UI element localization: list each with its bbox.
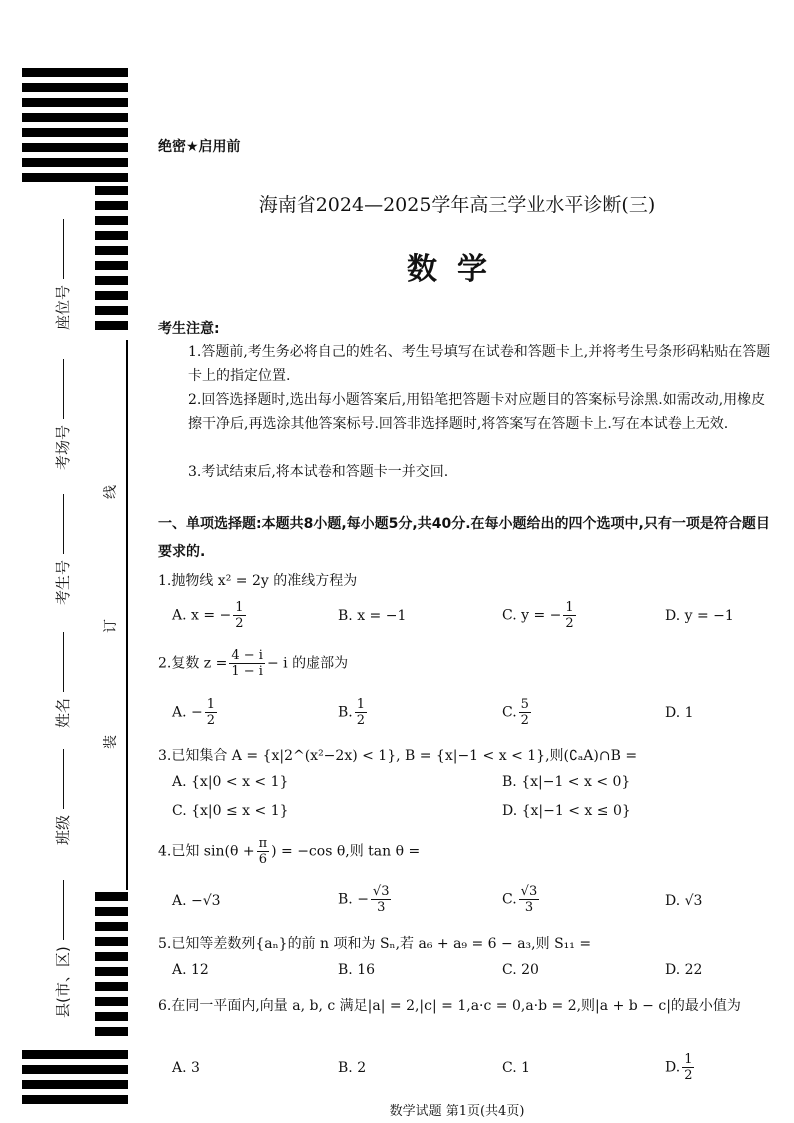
mark-zhuang: 装 bbox=[103, 735, 119, 749]
question-1: 1.抛物线 x² = 2y 的准线方程为 bbox=[158, 573, 358, 589]
q5-option-c: C. 20 bbox=[502, 962, 539, 978]
q1-option-d: D. y = −1 bbox=[665, 608, 734, 624]
question-4: 4.已知 sin(θ + $\frac{\pi}{6}$ ) = −cos θ,则 tan θ = bbox=[158, 836, 421, 867]
section-heading: 一、单项选择题:本题共8小题,每小题5分,共40分.在每小题给出的四个选项中,只有一项是符合题目要求的. bbox=[158, 516, 770, 560]
barcode-top bbox=[22, 68, 128, 188]
q5-option-b: B. 16 bbox=[338, 962, 376, 978]
notice-heading: 考生注意: bbox=[158, 321, 220, 337]
question-5: 5.已知等差数列{aₙ}的前 n 项和为 Sₙ,若 a₆ + a₉ = 6 − a₃,则 S₁₁ = bbox=[158, 936, 592, 952]
q4-option-b: B. − $\frac{√3}{3}$ bbox=[338, 884, 390, 915]
page-footer: 数学试题 第1页(共4页) bbox=[389, 1104, 525, 1119]
q1-option-a: A. x = − $\frac{1}{2}$ bbox=[172, 600, 244, 631]
q4-option-a: A. −√3 bbox=[172, 893, 221, 909]
q6-option-d: D. $\frac{1}{2}$ bbox=[665, 1052, 693, 1083]
q1-option-c: C. y = − $\frac{1}{2}$ bbox=[502, 600, 574, 631]
q3-option-d: D. {x|−1 < x ≤ 0} bbox=[502, 803, 631, 819]
examno-label: 考生号 bbox=[52, 494, 73, 605]
secret-label: 绝密★启用前 bbox=[158, 139, 241, 155]
q6-option-a: A. 3 bbox=[172, 1060, 200, 1076]
question-3: 3.已知集合 A = {x|2^(x²−2x) < 1}, B = {x|−1 < x < 1},则(∁ₐA)∩B = bbox=[158, 748, 638, 764]
mark-line: 线 bbox=[103, 485, 119, 499]
name-label: 姓名 bbox=[52, 632, 73, 728]
county-label: 县(市、区) bbox=[52, 880, 73, 1018]
question-2: 2.复数 z = $\frac{4 - i}{1 - i}$ − i 的虚部为 bbox=[158, 648, 349, 679]
room-label: 考场号 bbox=[52, 359, 73, 470]
q2-option-c: C. $\frac{5}{2}$ bbox=[502, 697, 529, 728]
seat-label: 座位号 bbox=[52, 219, 73, 330]
q3-option-b: B. {x|−1 < x < 0} bbox=[502, 774, 631, 790]
notice-item-1: 1.答题前,考生务必将自己的姓名、考生号填写在试卷和答题卡上,并将考生号条形码粘贴在答题卡上的指定位置. bbox=[188, 344, 771, 384]
q6-option-b: B. 2 bbox=[338, 1060, 367, 1076]
binding-strip-lower bbox=[95, 892, 128, 1042]
question-6: 6.在同一平面内,向量 a, b, c 满足|a| = 2,|c| = 1,a·c = 0,a·b = 2,则|a + b − c|的最小值为 bbox=[158, 998, 741, 1014]
q2-option-b: B. $\frac{1}{2}$ bbox=[338, 697, 366, 728]
binding-line bbox=[126, 340, 128, 890]
q3-option-a: A. {x|0 < x < 1} bbox=[172, 774, 289, 790]
notice-item-2: 2.回答选择题时,选出每小题答案后,用铅笔把答题卡对应题目的答案标号涂黑.如需改动,用橡皮擦干净后,再选涂其他答案标号.回答非选择题时,将答案写在答题卡上.写在本试卷上无效. bbox=[188, 392, 766, 432]
q2-option-a: A. − $\frac{1}{2}$ bbox=[172, 697, 216, 728]
subject-title: 数学 bbox=[407, 252, 507, 287]
q5-option-d: D. 22 bbox=[665, 962, 703, 978]
q6-option-c: C. 1 bbox=[502, 1060, 531, 1076]
mark-ding: 订 bbox=[103, 619, 119, 633]
q4-option-c: C. $\frac{√3}{3}$ bbox=[502, 884, 538, 915]
q1-option-b: B. x = −1 bbox=[338, 608, 407, 624]
q2-option-d: D. 1 bbox=[665, 705, 694, 721]
q4-option-d: D. √3 bbox=[665, 893, 703, 909]
q3-option-c: C. {x|0 ≤ x < 1} bbox=[172, 803, 289, 819]
q5-option-a: A. 12 bbox=[172, 962, 209, 978]
exam-title: 海南省2024—2025学年高三学业水平诊断(三) bbox=[258, 194, 656, 216]
notice-item-3: 3.考试结束后,将本试卷和答题卡一并交回. bbox=[188, 464, 449, 480]
class-label: 班级 bbox=[52, 749, 73, 845]
